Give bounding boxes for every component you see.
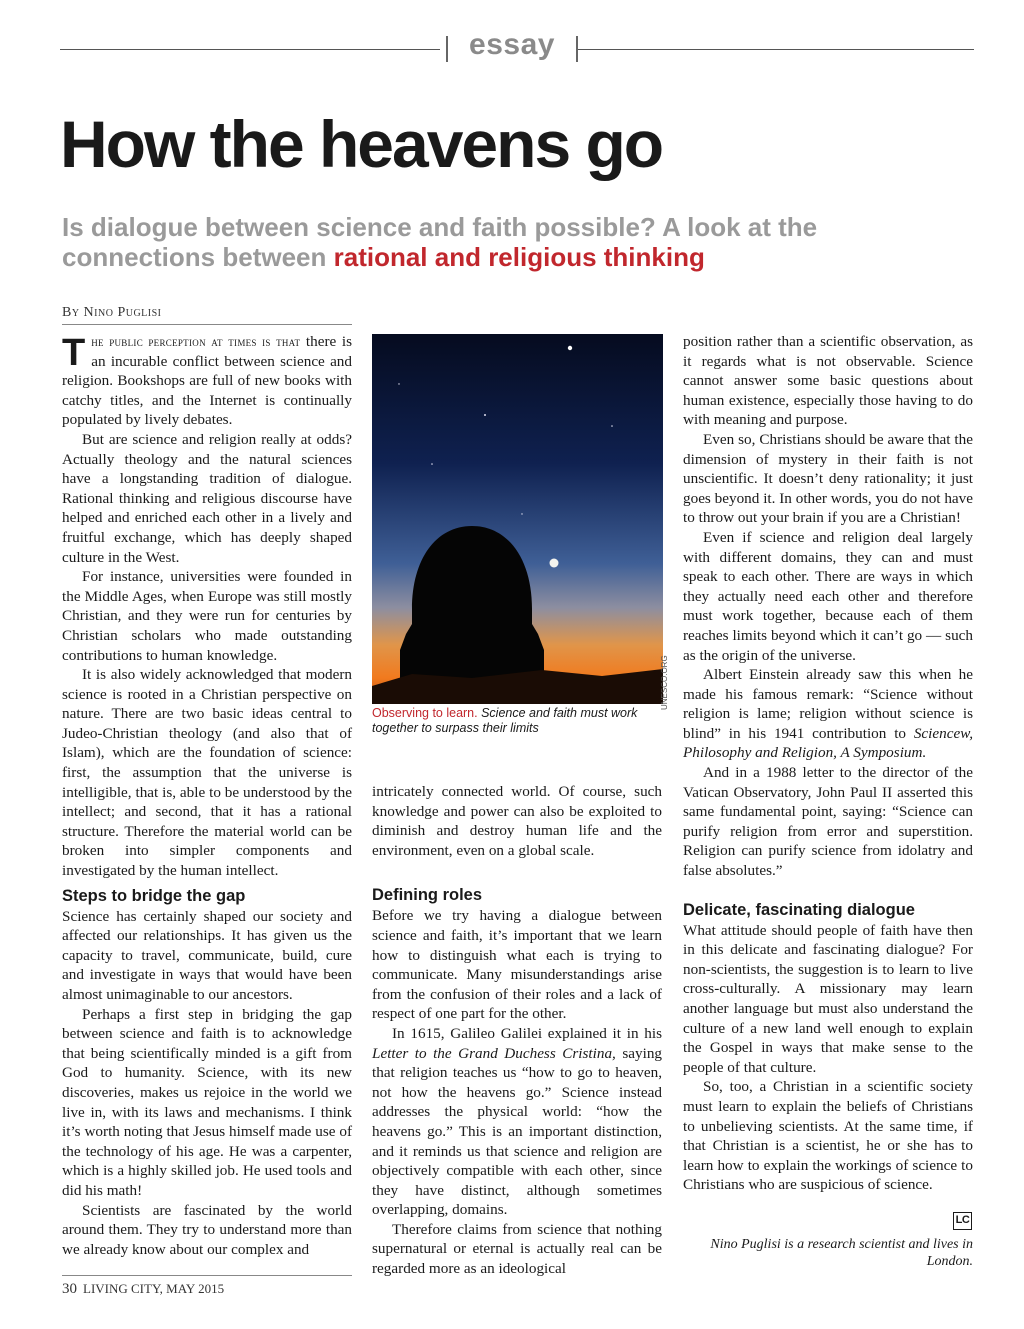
photo-credit: UNESCO.ORG	[660, 655, 669, 710]
photo-caption	[372, 706, 662, 736]
observatory-photo	[372, 334, 663, 704]
paragraph: What attitude should people of faith have then in this delicate and fascinating dialogue? For non-scientists, the suggestion is to learn to live cross-culturally. A missionary may learn another language but must also understand the culture of a new land well enough to explain the Gospel in ways that make sense to the people of that culture.	[683, 921, 973, 1076]
header-rule-left	[60, 49, 440, 50]
paragraph: Even if science and religion deal largely with different domains, they can and must speak to each other. There are ways in which they actually need each other and therefore must work together, because each of them reaches limits beyond which it can’t go — such as the origin of the universe.	[683, 528, 973, 664]
paragraph: position rather than a scientific observation, as it regards what is not observable. Science cannot answer some basic questions about human existence, especially those having to do with meaning and purpose.	[683, 333, 973, 429]
byline-rule	[62, 324, 352, 325]
header-divider-left	[446, 36, 448, 62]
book-title: Letter to the Grand Duchess Cristina,	[372, 1044, 616, 1062]
subheading: Steps to bridge the gap	[62, 886, 246, 905]
section-header	[60, 28, 974, 68]
caption-lead: Observing to learn.	[372, 706, 478, 720]
paragraph: Perhaps a first step in bridging the gap between science and faith is to acknowledge that being scientifically minded is a gift from God to humanity. Science, with its new discoveries, makes us rejoice in the world we live in, with its laws and mechanisms. I think it’s worth noting that Jesus himself made use of the technology of his age. He was a carpenter, which is a highly skilled job. He used tools and did his math!	[62, 1005, 352, 1199]
book-title: Sciencew, Philosophy and Religion, A Symposium.	[683, 724, 973, 762]
paragraph: And in a 1988 letter to the director of the Vatican Observatory, John Paul II asserted this same fundamental point, saying: “Science can purify religion from error and superstition. Religion can purify science from idolatry and false absolutes.”	[683, 764, 973, 880]
paragraph: Therefore claims from science that nothing supernatural or eternal is actually real can be regarded more as an ideological	[372, 1220, 662, 1278]
column-3	[683, 332, 973, 1195]
paragraph-text: Albert Einstein already saw this when he made his famous remark: “Science without religion is lame; religion without science is blind” in his 1941 contribution to	[683, 666, 973, 742]
byline: By Nino Puglisi	[62, 305, 162, 320]
paragraph: It is also widely acknowledged that modern science is rooted in a Christian perspective on nature. There are two basic ideas central to Judeo-Christian theology (and also that of Islam), which are the foundation of science: first, the assumption that the universe is intelligible, that is, able to be understood by the intellect; and second, that it has a rational structure. Therefore the material world can be broken into simpler components and investigated by the human intellect.	[62, 666, 352, 880]
author-note: Nino Puglisi is a research scientist and lives in London.	[710, 1237, 973, 1269]
deck-text: Is dialogue between science and faith possible? A look at the connections between	[62, 212, 818, 272]
paragraph	[372, 1024, 662, 1220]
footer	[62, 1281, 224, 1298]
deck-highlight: rational and religious thinking	[333, 242, 705, 272]
paragraph: Even so, Christians should be aware that the dimension of mystery in their faith is not unscientific. It doesn’t deny rationality; it just goes beyond it. In other words, you do not have to throw out your brain if you are a Christian!	[683, 430, 973, 527]
paragraph: intricately connected world. Of course, such knowledge and power can also be exploited to diminish and destroy human life and the environment, even on a global scale.	[372, 783, 662, 859]
paragraph: For instance, universities were founded in the Middle Ages, when Europe was still mostly Christian, and they were run for centuries by Christian scholars who made outstanding contributions to human knowledge.	[62, 568, 352, 664]
paragraph: Science has certainly shaped our society and affected our relationships. It has given us the capacity to travel, communicate, build, cure and investigate in ways that would have been almost unimaginable to our ancestors.	[62, 907, 352, 1003]
paragraph-text: saying that religion teaches us “how to go to heaven, not how the heavens go.” Science instead addresses the physical world: “how the heavens go.” This is an important distinction, and it reminds us that science and religion are objectively compatible with each other, since they have distinct, although sometimes overlapping, domains.	[372, 1044, 663, 1219]
section-label: essay	[469, 28, 555, 61]
end-mark-logo: LC	[953, 1212, 972, 1230]
header-rule-right	[578, 49, 974, 50]
caption-text: Science and faith must work together to surpass their limits	[372, 706, 638, 735]
subheading: Delicate, fascinating dialogue	[683, 900, 915, 919]
publication-info: LIVING CITY, MAY 2015	[83, 1281, 225, 1296]
paragraph: Before we try having a dialogue between science and faith, it’s important that we learn how to distinguish what each is trying to communicate. Many misunderstandings arise from the confusion of their roles and a lack of respect of one part for the other.	[372, 907, 662, 1023]
column-1	[62, 332, 352, 1259]
paragraph	[62, 332, 352, 430]
page-number: 30	[62, 1281, 77, 1297]
column-2	[372, 782, 662, 1279]
paragraph	[683, 665, 973, 763]
paragraph: But are science and religion really at odds? Actually theology and the natural sciences have a longstanding tradition of dialogue. Rational thinking and religious discourse have helped and enriched each other in a lively and fruitful exchange, which has deeply shaped culture in the West.	[62, 430, 352, 566]
headline: How the heavens go	[60, 107, 663, 181]
lead-in: he public perception at times is that	[91, 334, 301, 349]
deck	[62, 212, 962, 272]
paragraph: Scientists are fascinated by the world around them. They try to understand more than we already know about our complex and	[62, 1201, 352, 1258]
footer-rule	[62, 1275, 352, 1276]
observatory-silhouette-image	[372, 334, 663, 704]
drop-cap: T	[62, 332, 86, 374]
paragraph: So, too, a Christian in a scientific society must learn to explain the beliefs of Christians to unbelieving scientists. At the same time, if that Christian is a scientist, he or she has to learn how to explain the workings of science to Christians who are suspicious of science.	[683, 1078, 973, 1194]
subheading: Defining roles	[372, 886, 483, 905]
paragraph-text: In 1615, Galileo Galilei explained it in his	[392, 1024, 662, 1042]
paragraph-text: there is an incurable conflict between science and religion. Bookshops are full of new books with catchy titles, and the Internet is continually populated by lively debates.	[62, 333, 353, 429]
